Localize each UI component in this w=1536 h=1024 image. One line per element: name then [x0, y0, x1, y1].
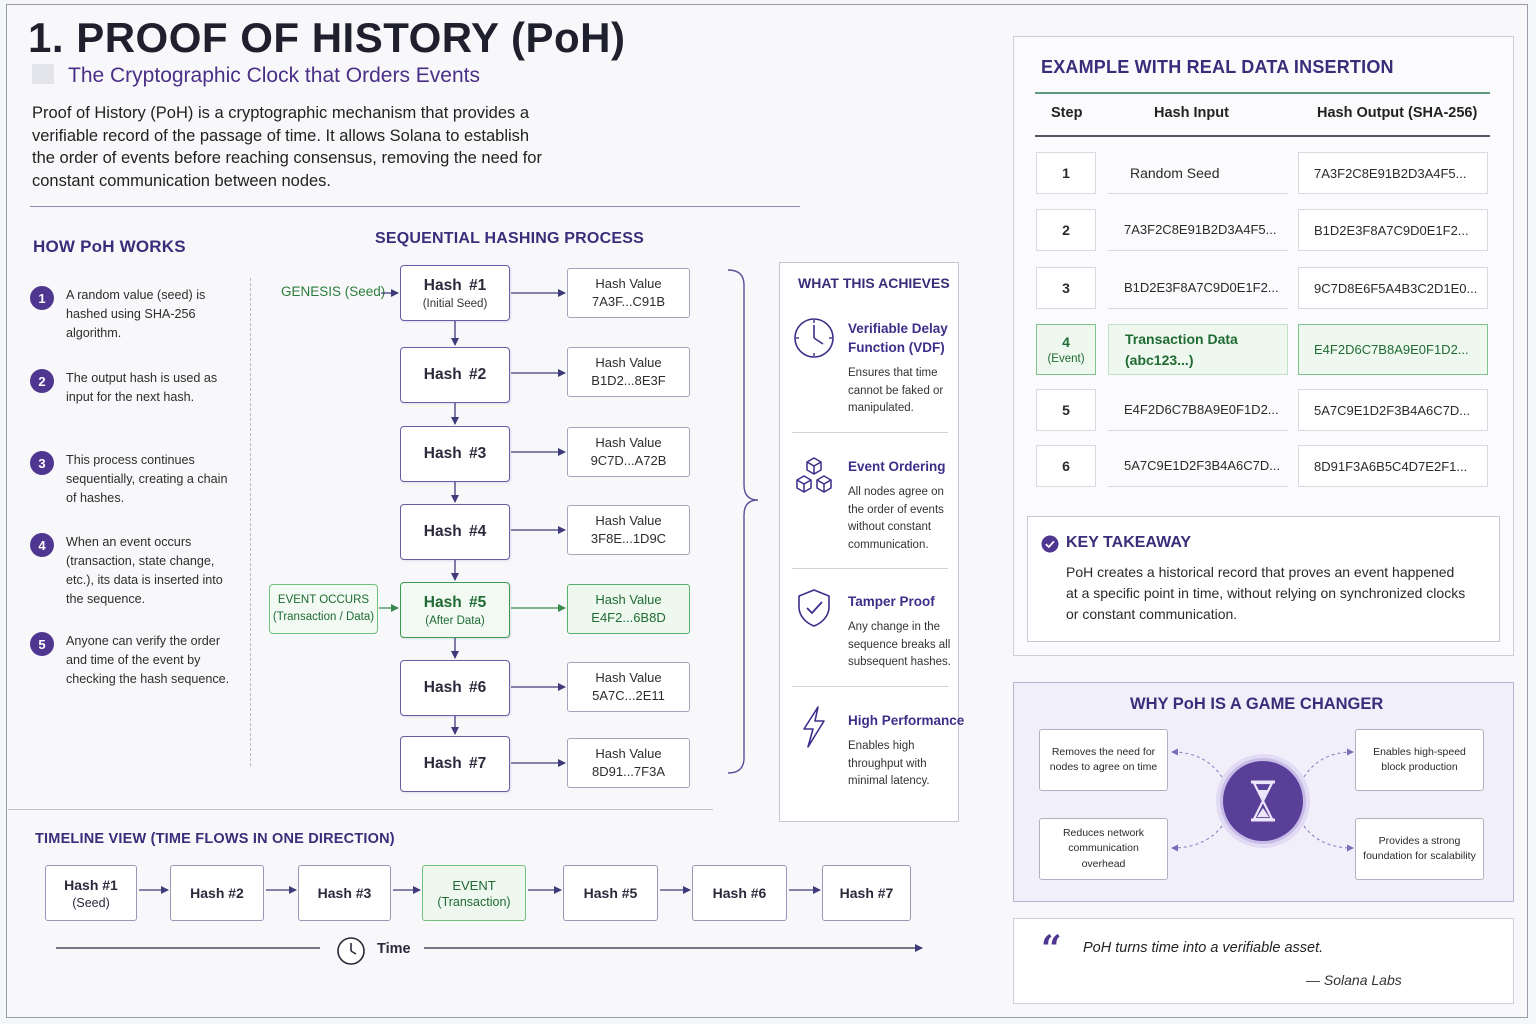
quote-mark: “ [1041, 928, 1062, 970]
hash-node [400, 347, 510, 403]
timeline-node-title: Hash #6 [712, 885, 767, 901]
column-header-input: Hash Input [1154, 105, 1229, 121]
table-cell-output: 7A3F2C8E91B2D3A4F5... [1298, 152, 1488, 194]
table-top-rule [1035, 92, 1490, 94]
hash-node [400, 660, 510, 716]
step-number: 3 [30, 451, 54, 475]
step-number: 4 [30, 533, 54, 557]
table-header-rule [1035, 135, 1490, 137]
timeline-node-title: Hash #3 [317, 885, 372, 901]
hash-node-title: Hash #6 [423, 679, 487, 696]
hash-value: 5A7C...2E11 [592, 688, 665, 703]
how-it-works-heading: HOW PoH WORKS [33, 237, 186, 256]
column-header-output: Hash Output (SHA-256) [1317, 105, 1478, 121]
table-cell-output: B1D2E3F8A7C9D0E1F2... [1298, 209, 1488, 251]
table-cell-step: 2 [1036, 209, 1096, 251]
divider [30, 206, 800, 207]
table-cell-step: 5 [1036, 389, 1096, 431]
table-cell-step-sub: (Event) [1047, 353, 1085, 365]
timeline-node-event [422, 865, 526, 921]
achievement-desc: Ensures that time cannot be faked or manipulated. [848, 367, 944, 414]
achievements-heading: WHAT THIS ACHIEVES [798, 275, 950, 291]
shield-check-icon [792, 586, 836, 630]
hash-node-title: Hash #1 [423, 276, 487, 294]
achievement-title: Verifiable Delay Function (VDF) [848, 321, 948, 355]
timeline-heading: TIMELINE VIEW (TIME FLOWS IN ONE DIRECTION) [35, 831, 395, 847]
hash-value: 9C7D...A72B [590, 453, 667, 468]
table-cell-output: 5A7C9E1D2F3B4A6C7D... [1298, 389, 1488, 431]
hourglass-icon [1243, 778, 1283, 824]
table-cell-step-value: 4 [1062, 334, 1070, 350]
column-divider [250, 278, 251, 766]
hash-node [400, 736, 510, 792]
hash-value-label: Hash Value [595, 592, 662, 607]
event-occurs-sub: (Transaction / Data) [272, 611, 375, 623]
hash-value: 3F8E...1D9C [590, 531, 667, 546]
table-cell-input: E4F2D6C7B8A9E0F1D2... [1108, 389, 1288, 431]
divider [8, 809, 713, 810]
hash-value-label: Hash Value [595, 513, 662, 528]
separator [792, 686, 948, 687]
table-cell-step-event [1036, 324, 1096, 375]
benefit-box: Removes the need for nodes to agree on time [1039, 729, 1168, 791]
hash-node-title: Hash #4 [423, 523, 487, 540]
table-cell-output: 9C7D8E6F5A4B3C2D1E0... [1298, 267, 1488, 309]
quote-author: — Solana Labs [1306, 972, 1402, 988]
table-cell-output: E4F2D6C7B8A9E0F1D2... [1298, 324, 1488, 375]
intro-paragraph: Proof of History (PoH) is a cryptographic mechanism that provides a verifiable record of the passage of time. It allows Solana to establish the order of events before reaching consensus, removing the need for constant communication between nodes. [32, 104, 542, 190]
timeline-node-sub: (Transaction) [437, 894, 511, 909]
timeline-node [170, 865, 264, 921]
achievement-title: High Performance [848, 713, 965, 728]
key-takeaway-text: PoH creates a historical record that proves an event happened at a specific point in time, without relying on synchronized clocks or constant communication. [1066, 564, 1466, 622]
time-clock-icon [336, 936, 366, 966]
hash-value-box [567, 505, 690, 555]
column-header-step: Step [1051, 105, 1083, 121]
hash-node-title: Hash #3 [423, 445, 487, 462]
hash-value-box [567, 347, 690, 397]
hash-value-box [567, 427, 690, 477]
quote-card [1013, 918, 1514, 1004]
clock-icon [792, 316, 836, 360]
key-takeaway-heading: KEY TAKEAWAY [1066, 534, 1192, 551]
hash-node [400, 504, 510, 560]
hash-value-box [567, 268, 690, 318]
step-number: 1 [30, 286, 54, 310]
achievement-title: Tamper Proof [848, 594, 935, 609]
table-cell-output: 8D91F3A6B5C4D7E2F1... [1298, 445, 1488, 487]
timeline-node-title: Hash #5 [583, 885, 638, 901]
process-heading: SEQUENTIAL HASHING PROCESS [375, 230, 644, 247]
hash-value-label: Hash Value [595, 746, 662, 761]
quote-text: PoH turns time into a verifiable asset. [1083, 940, 1324, 956]
title-decoration [32, 64, 54, 84]
hash-value-label: Hash Value [595, 435, 662, 450]
hash-value-box [567, 738, 690, 788]
timeline-node-title: EVENT [452, 877, 496, 893]
timeline-node-sub: (Seed) [72, 895, 110, 910]
table-cell-input: B1D2E3F8A7C9D0E1F2... [1108, 267, 1288, 309]
step-text: This process continues sequentially, creating a chain of hashes. [66, 453, 228, 505]
timeline-node-title: Hash #2 [190, 885, 244, 901]
step-text: The output hash is used as input for the next hash. [66, 371, 218, 404]
hash-node-event [400, 582, 510, 638]
step-text: Anyone can verify the order and time of the event by checking the hash sequence. [66, 634, 230, 686]
hash-value: 7A3F...C91B [592, 294, 665, 309]
benefit-box: Reduces network communication overhead [1039, 818, 1168, 880]
event-occurs-label: EVENT OCCURS [277, 594, 370, 606]
timeline-node [692, 865, 787, 921]
hash-value-label: Hash Value [595, 355, 662, 370]
separator [792, 432, 948, 433]
hash-node [400, 426, 510, 482]
table-cell-step: 1 [1036, 152, 1096, 194]
hourglass-badge [1220, 758, 1306, 844]
step-text: A random value (seed) is hashed using SHA-256 algorithm. [66, 288, 206, 340]
achievement-desc: Any change in the sequence breaks all subsequent hashes. [848, 621, 951, 668]
hash-value: 8D91...7F3A [592, 764, 665, 779]
genesis-label: GENESIS (Seed) [281, 284, 386, 299]
check-circle-icon [1041, 535, 1059, 553]
table-cell-input-sub: (abc123...) [1125, 351, 1194, 368]
hash-value-box-event [567, 584, 690, 634]
page-subtitle: The Cryptographic Clock that Orders Events [68, 64, 481, 87]
table-cell-input: 7A3F2C8E91B2D3A4F5... [1108, 209, 1288, 251]
cubes-icon [792, 454, 836, 498]
benefit-box: Provides a strong foundation for scalability [1355, 818, 1484, 880]
timeline-node [45, 865, 137, 921]
separator [792, 568, 948, 569]
timeline-node-title: Hash #1 [64, 876, 118, 893]
table-cell-step: 3 [1036, 267, 1096, 309]
page-title: 1. PROOF OF HISTORY (PoH) [28, 14, 626, 61]
hash-value: E4F2...6B8D [591, 610, 666, 625]
timeline-node [822, 865, 911, 921]
achievement-title: Event Ordering [848, 459, 946, 474]
achievement-desc: Enables high throughput with minimal latency. [848, 740, 930, 787]
table-cell-step: 6 [1036, 445, 1096, 487]
table-cell-input: Random Seed [1108, 152, 1288, 194]
hash-node-title: Hash #2 [423, 366, 487, 383]
hash-node-sub: (Initial Seed) [422, 297, 488, 310]
hash-node-sub: (After Data) [425, 614, 485, 627]
game-changer-heading: WHY PoH IS A GAME CHANGER [1130, 695, 1384, 713]
hash-value-label: Hash Value [595, 670, 662, 685]
timeline-node [563, 865, 658, 921]
hash-value: B1D2...8E3F [591, 373, 666, 388]
lightning-icon [792, 704, 836, 748]
achievement-desc: All nodes agree on the order of events without constant communication. [848, 486, 944, 551]
hash-node [400, 265, 510, 321]
timeline-node [298, 865, 391, 921]
hash-value-box [567, 662, 690, 712]
hash-value-label: Hash Value [595, 276, 662, 291]
timeline-node-title: Hash #7 [839, 885, 894, 901]
step-text: When an event occurs (transaction, state change, etc.), its data is inserted into the sequence. [66, 535, 223, 606]
hash-node-title: Hash #7 [423, 755, 487, 772]
table-cell-input: 5A7C9E1D2F3B4A6C7D... [1108, 445, 1288, 487]
hash-node-title: Hash #5 [423, 593, 487, 611]
example-heading: EXAMPLE WITH REAL DATA INSERTION [1041, 57, 1394, 77]
step-number: 2 [30, 369, 54, 393]
step-number: 5 [30, 632, 54, 656]
time-axis-label: Time [377, 941, 411, 957]
table-cell-input-value: Transaction Data [1125, 330, 1238, 347]
table-cell-input-event [1108, 324, 1288, 375]
benefit-box: Enables high-speed block production [1355, 729, 1484, 791]
event-occurs-box [269, 584, 378, 634]
